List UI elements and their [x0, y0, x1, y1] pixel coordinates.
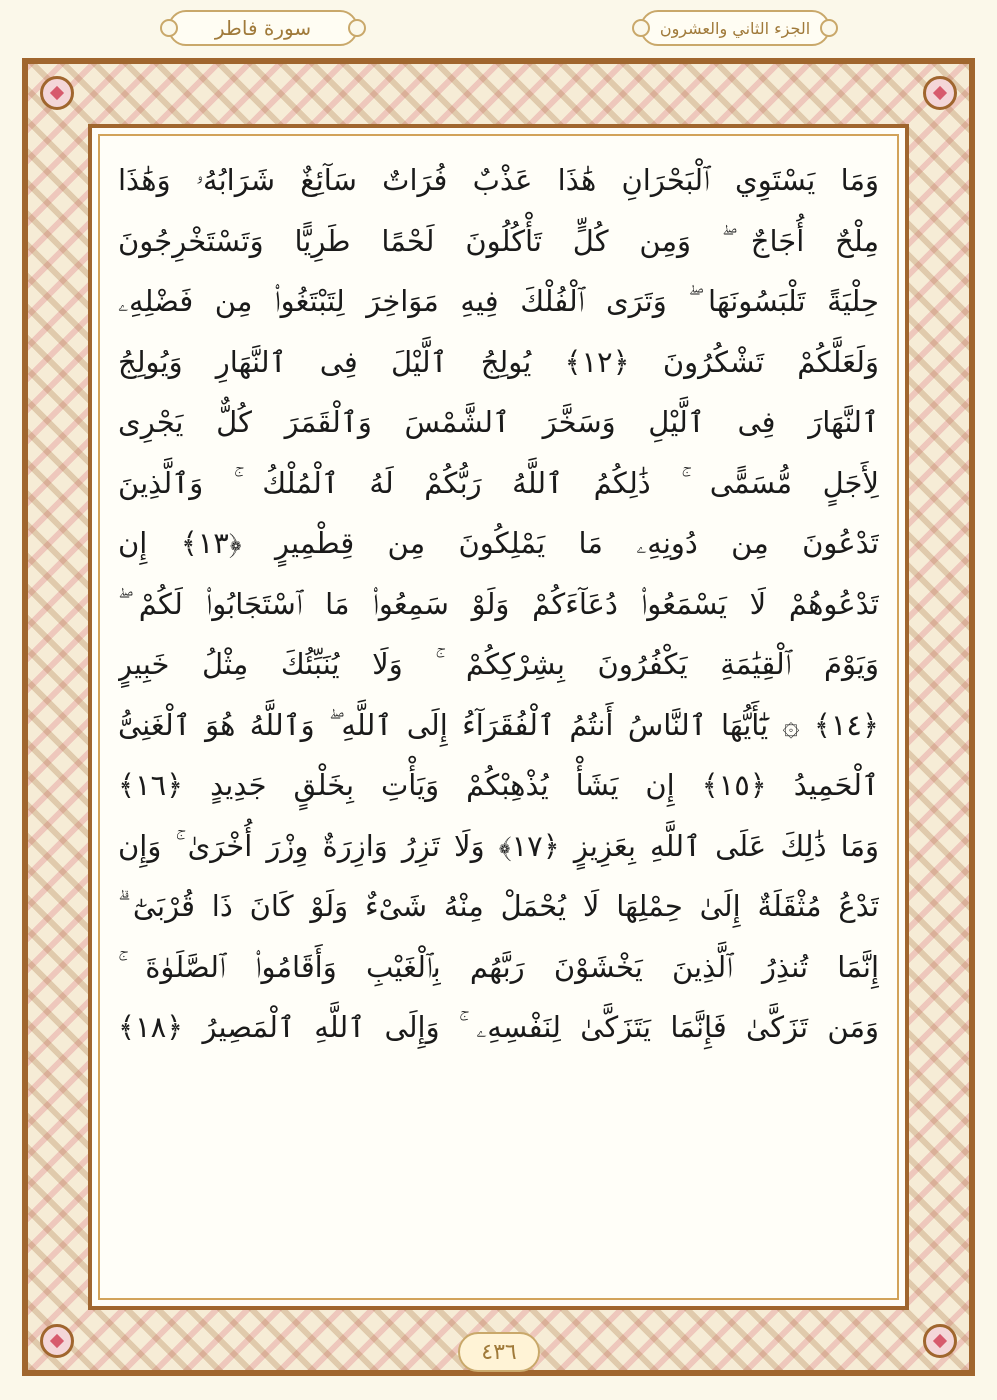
verse-line: ٱلْحَمِيدُ ﴿١٥﴾ إِن يَشَأْ يُذْهِبْكُمْ وَيَأْتِ بِخَلْقٍ جَدِيدٍ ﴿١٦﴾ [118, 768, 879, 802]
verse-line: إِنَّمَا تُنذِرُ ٱلَّذِينَ يَخْشَوْنَ رَبَّهُم بِٱلْغَيْبِ وَأَقَامُوا۟ ٱلصَّلَوٰةَ ۚ [118, 949, 879, 984]
corner-ornament-icon [40, 76, 74, 110]
verse-line: ﴿١٤﴾ ۞ يَٰٓأَيُّهَا ٱلنَّاسُ أَنتُمُ ٱلْفُقَرَآءُ إِلَى ٱللَّهِ ۖ وَٱللَّهُ هُوَ ٱلْغَنِىُّ [118, 707, 879, 742]
verse-line: وَمَا يَسْتَوِي ٱلْبَحْرَانِ هَٰذَا عَذْبٌ فُرَاتٌ سَآئِغٌ شَرَابُهُۥ وَهَٰذَا [118, 163, 879, 197]
verse-line: لِأَجَلٍ مُّسَمًّى ۚ ذَٰلِكُمُ ٱللَّهُ رَبُّكُمْ لَهُ ٱلْمُلْكُ ۚ وَٱلَّذِينَ [118, 465, 879, 500]
corner-ornament-icon [40, 1324, 74, 1358]
verse-line: تَدْعُ مُثْقَلَةٌ إِلَىٰ حِمْلِهَا لَا يُحْمَلْ مِنْهُ شَىْءٌ وَلَوْ كَانَ ذَا قُرْبَىٰٓ ۗ [118, 889, 879, 923]
verse-line: تَدْعُوهُمْ لَا يَسْمَعُوا۟ دُعَآءَكُمْ وَلَوْ سَمِعُوا۟ مَا ٱسْتَجَابُوا۟ لَكُمْ ۖ [118, 586, 879, 621]
corner-ornament-icon [923, 76, 957, 110]
corner-ornament-icon [923, 1324, 957, 1358]
verse-line: وَمَا ذَٰلِكَ عَلَى ٱللَّهِ بِعَزِيزٍ ﴿١٧﴾ وَلَا تَزِرُ وَازِرَةٌ وِزْرَ أُخْرَىٰ ۚ وَإِن [118, 828, 879, 863]
surah-name-label: سورة فاطر [168, 10, 358, 46]
page-number: ٤٣٦ [458, 1332, 540, 1372]
quran-text-block [118, 150, 879, 1058]
verse-line: وَمَن تَزَكَّىٰ فَإِنَّمَا يَتَزَكَّىٰ لِنَفْسِهِۦ ۚ وَإِلَى ٱللَّهِ ٱلْمَصِيرُ ﴿١٨﴾ [118, 1010, 879, 1044]
verse-line: حِلْيَةً تَلْبَسُونَهَا ۖ وَتَرَى ٱلْفُلْكَ فِيهِ مَوَاخِرَ لِتَبْتَغُوا۟ مِن فَضْلِهِۦ [118, 284, 879, 318]
verse-line: مِلْحٌ أُجَاجٌ ۖ وَمِن كُلٍّ تَأْكُلُونَ لَحْمًا طَرِيًّا وَتَسْتَخْرِجُونَ [118, 223, 879, 258]
verse-line: ٱلنَّهَارَ فِى ٱلَّيْلِ وَسَخَّرَ ٱلشَّمْسَ وَٱلْقَمَرَ كُلٌّ يَجْرِى [118, 405, 879, 439]
verse-line: وَلَعَلَّكُمْ تَشْكُرُونَ ﴿١٢﴾ يُولِجُ ٱلَّيْلَ فِى ٱلنَّهَارِ وَيُولِجُ [118, 344, 879, 379]
verse-line: تَدْعُونَ مِن دُونِهِۦ مَا يَمْلِكُونَ مِن قِطْمِيرٍ ﴿١٣﴾ إِن [118, 526, 879, 560]
juz-name-label: الجزء الثاني والعشرون [640, 10, 830, 46]
verse-line: وَيَوْمَ ٱلْقِيَٰمَةِ يَكْفُرُونَ بِشِرْكِكُمْ ۚ وَلَا يُنَبِّئُكَ مِثْلُ خَبِيرٍ [118, 647, 879, 681]
